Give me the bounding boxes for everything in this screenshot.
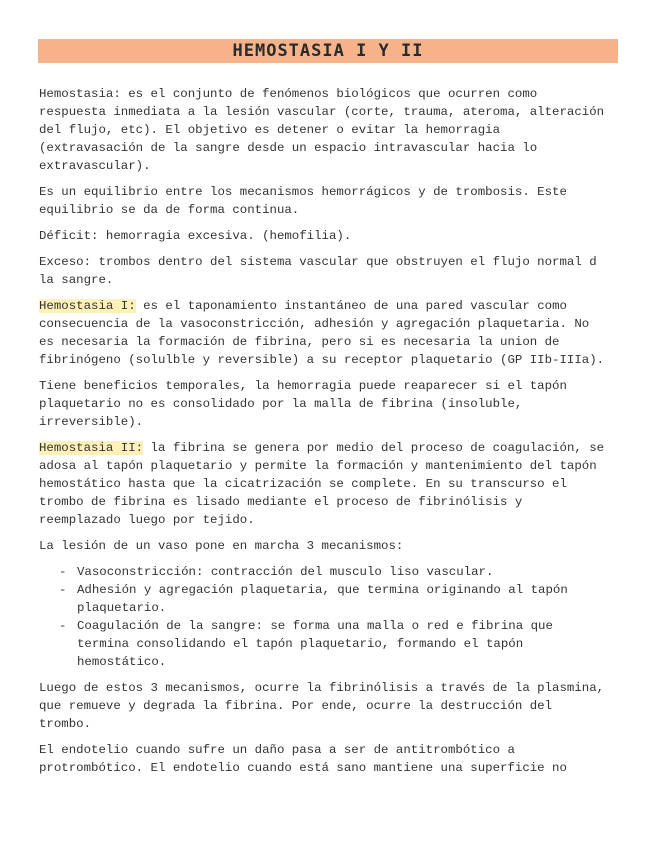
bullet-dash: -	[59, 619, 67, 633]
mechanisms-list	[39, 563, 624, 671]
paragraph-equilibrium: Es un equilibrio entre los mecanismos hemorrágicos y de trombosis. Este equilibrio se da de forma continua.	[39, 185, 567, 217]
bullet-dash: -	[59, 565, 67, 579]
paragraph-definition: Hemostasia: es el conjunto de fenómenos biológicos que ocurren como respuesta inmediata a la lesión vascular (corte, trauma, ateroma, alteración del flujo, etc). El objetivo es detener o evitar la hemorragia (extravasación de la sangre desde un espacio intravascular hacia lo extravascular).	[39, 87, 605, 173]
document-body	[39, 85, 624, 785]
page-title: HEMOSTASIA I Y II	[232, 41, 424, 61]
paragraph-hemostasia-1	[39, 297, 624, 369]
paragraph-endothelium: El endotelio cuando sufre un daño pasa a ser de antitrombótico a protrombótico. El endotelio cuando está sano mantiene una superficie no	[39, 743, 567, 775]
paragraph-deficit: Déficit: hemorragia excesiva. (hemofilia).	[39, 229, 352, 243]
title-bar	[38, 39, 618, 63]
paragraph-hemostasia-2-text: la fibrina se genera por medio del proceso de coagulación, se adosa al tapón plaquetario y permite la formación y mantenimiento del tapón hemostático hasta que la cicatrización se complete. En su transcurso el trombo de fibrina es lisado mediante el proceso de fibrinólisis y reemplazado luego por tejido.	[39, 441, 605, 527]
mechanism-vasoconstriction: Vasoconstricción: contracción del musculo liso vascular.	[77, 565, 494, 579]
list-item	[59, 563, 624, 581]
paragraph-temporal-benefits: Tiene beneficios temporales, la hemorragia puede reaparecer si el tapón plaquetario no es consolidado por la malla de fibrina (insoluble, irreversible).	[39, 379, 567, 429]
paragraph-exceso: Exceso: trombos dentro del sistema vascular que obstruyen el flujo normal d la sangre.	[39, 255, 597, 287]
list-item	[59, 617, 624, 671]
paragraph-mechanisms-intro: La lesión de un vaso pone en marcha 3 mecanismos:	[39, 539, 404, 553]
mechanism-coagulation: Coagulación de la sangre: se forma una malla o red e fibrina que termina consolidando el tapón plaquetario, formando el tapón hemostático.	[77, 619, 553, 669]
paragraph-hemostasia-1-text: es el taponamiento instantáneo de una pared vascular como consecuencia de la vasoconstricción, adhesión y agregación plaquetaria. No es necesaria la formación de fibrina, pero si es necesaria la union de fibrinógeno (solulble y reversible) a su receptor plaquetario (GP IIb-IIIa).	[39, 299, 605, 367]
list-item	[59, 581, 624, 617]
paragraph-fibrinolysis: Luego de estos 3 mecanismos, ocurre la fibrinólisis a través de la plasmina, que remueve y degrada la fibrina. Por ende, ocurre la destrucción del trombo.	[39, 681, 605, 731]
mechanism-platelet-adhesion: Adhesión y agregación plaquetaria, que termina originando al tapón plaquetario.	[77, 583, 568, 615]
bullet-dash: -	[59, 583, 67, 597]
highlight-hemostasia-1: Hemostasia I:	[39, 299, 136, 313]
paragraph-hemostasia-2	[39, 439, 624, 529]
highlight-hemostasia-2: Hemostasia II:	[39, 441, 144, 455]
